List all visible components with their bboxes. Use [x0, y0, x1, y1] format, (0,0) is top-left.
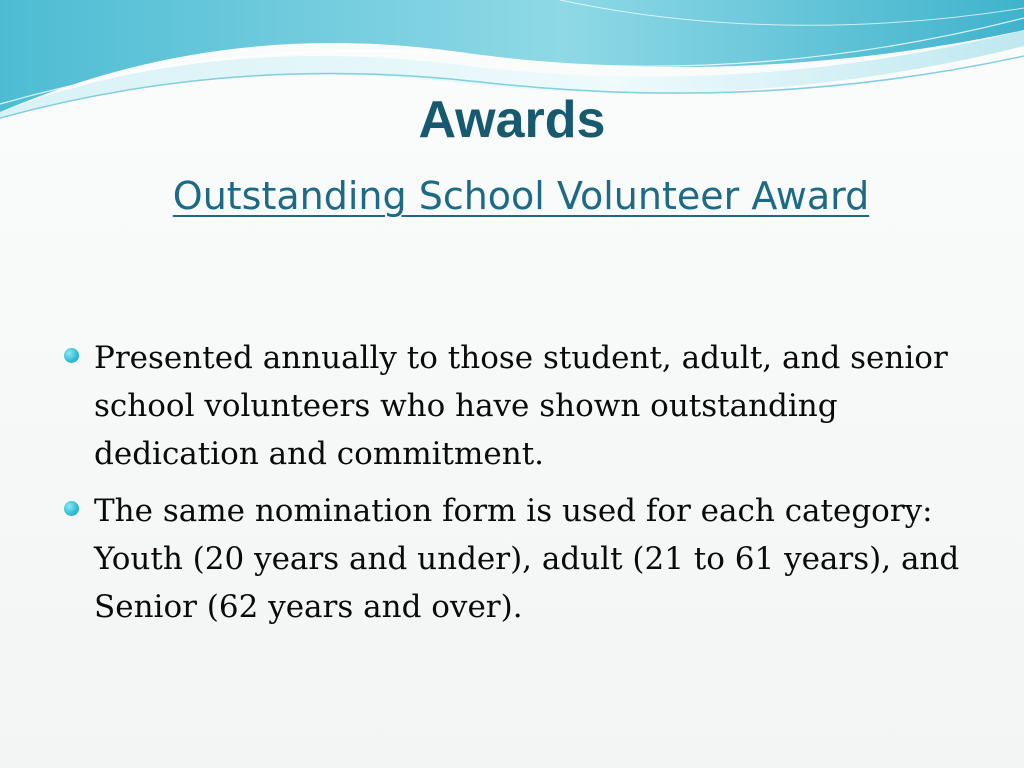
bullet-list [62, 334, 962, 640]
teal-circle-bullet-icon [64, 501, 79, 516]
bullet-item [62, 334, 962, 478]
bullet-item [62, 487, 962, 631]
slide-title: Awards [418, 91, 606, 149]
teal-circle-bullet-icon [64, 348, 79, 363]
bullet-text: The same nomination form is used for each category: Youth (20 years and under), adult (21 to 61 years), and Senior (62 years and over). [94, 493, 960, 625]
subtitle-link[interactable]: Outstanding School Volunteer Award [172, 174, 870, 218]
bullet-text: Presented annually to those student, adult, and senior school volunteers who have shown outstanding dedication and commitment. [94, 340, 948, 472]
